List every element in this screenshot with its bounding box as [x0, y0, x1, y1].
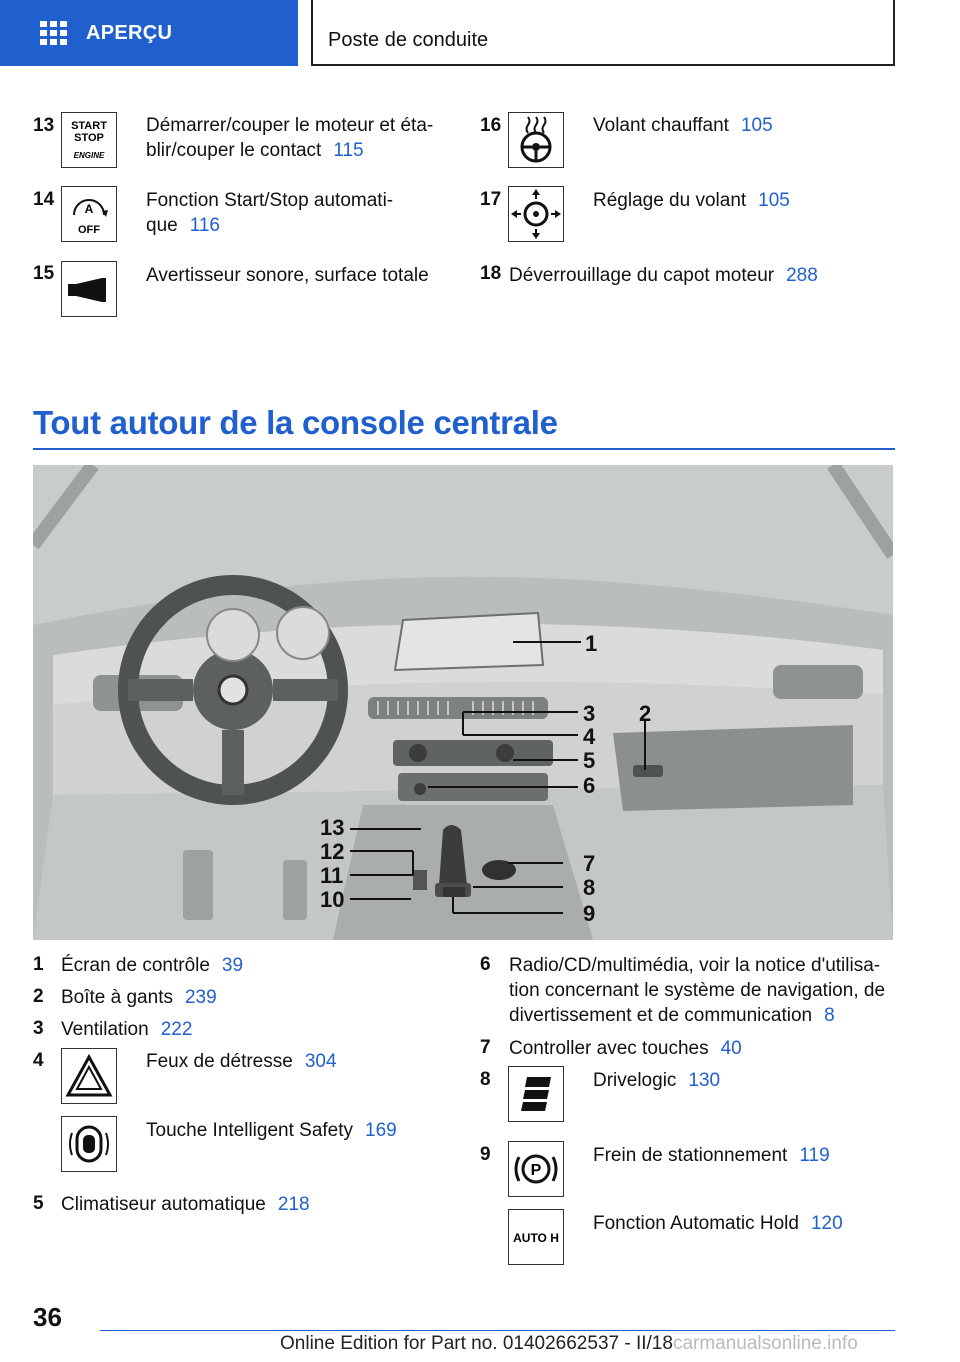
svg-text:A: A [84, 202, 94, 216]
item-text: Fonction Start/Stop automati- que 116 [146, 190, 394, 236]
svg-text:8: 8 [583, 875, 596, 900]
item-text: Avertisseur sonore, surface totale [146, 265, 429, 286]
svg-text:3: 3 [583, 701, 596, 726]
svg-text:11: 11 [320, 863, 344, 888]
svg-text:12: 12 [320, 839, 345, 864]
steering-wheel-adjust-icon [508, 186, 564, 242]
page-link[interactable]: 8 [824, 1005, 835, 1026]
legend-text: Fonction Automatic Hold 120 [593, 1213, 843, 1234]
legend-text: Boîte à gants 239 [61, 987, 217, 1008]
page-link[interactable]: 169 [365, 1120, 397, 1141]
svg-text:ENGINE: ENGINE [73, 151, 105, 160]
page-link[interactable]: 40 [720, 1038, 742, 1059]
legend-number: 9 [480, 1144, 491, 1165]
watermark: carmanualsonline.info [672, 1333, 858, 1354]
legend-text: Touche Intelligent Safety 169 [146, 1120, 397, 1141]
svg-text:9: 9 [583, 901, 596, 926]
svg-text:5: 5 [583, 748, 596, 773]
parking-brake-icon [508, 1141, 564, 1197]
heated-steering-wheel-icon [508, 112, 564, 168]
section-title: Tout autour de la console centrale [33, 404, 558, 441]
page-number: 36 [33, 1302, 62, 1332]
auto-start-stop-off-icon [61, 186, 117, 242]
item-number: 13 [33, 115, 55, 136]
item-number: 17 [480, 189, 502, 210]
legend-text: Feux de détresse 304 [146, 1051, 337, 1072]
page-link[interactable]: 130 [688, 1070, 721, 1091]
intelligent-safety-icon [61, 1116, 117, 1172]
page-link[interactable]: 218 [277, 1194, 310, 1215]
svg-text:1: 1 [585, 631, 598, 656]
item-text: Démarrer/couper le moteur et éta- blir/couper le contact 115 [146, 115, 434, 161]
page-link[interactable]: 304 [304, 1051, 337, 1072]
page-link[interactable]: 105 [758, 190, 790, 211]
svg-text:10: 10 [320, 887, 345, 912]
cockpit-illustration [33, 465, 893, 940]
svg-text:START: START [71, 120, 107, 132]
legend-number: 5 [33, 1193, 44, 1214]
svg-text:4: 4 [583, 724, 596, 749]
page-link[interactable]: 39 [221, 955, 244, 976]
legend-number: 8 [480, 1069, 491, 1090]
section-divider [33, 448, 895, 450]
svg-text:6: 6 [583, 773, 596, 798]
footer-text: Online Edition for Part no. 01402662537 - II/18carmanualsonline.info [280, 1333, 858, 1354]
legend-text: Climatiseur automatique 218 [61, 1194, 310, 1215]
legend-number: 3 [33, 1018, 44, 1039]
page-link[interactable]: 222 [160, 1019, 193, 1040]
chapter-title: Poste de conduite [311, 0, 895, 66]
svg-text:13: 13 [320, 815, 345, 840]
item-text: Déverrouillage du capot moteur 288 [509, 265, 818, 286]
auto-hold-icon [508, 1209, 564, 1265]
start-stop-engine-icon [61, 112, 117, 168]
svg-text:P: P [530, 1162, 542, 1179]
footer-divider [100, 1330, 895, 1331]
item-text: Réglage du volant 105 [593, 190, 790, 211]
svg-text:OFF: OFF [78, 224, 100, 236]
item-number: 15 [33, 263, 55, 284]
legend-number: 7 [480, 1037, 491, 1058]
horn-icon [61, 261, 117, 317]
legend-text: Frein de stationnement 119 [593, 1145, 830, 1166]
legend-text: Radio/CD/multimédia, voir la notice d'utilisa- tion concernant le système de navigation, de divertissement et de communication 8 [509, 955, 886, 1026]
hazard-warning-icon [61, 1048, 117, 1104]
page-link[interactable]: 120 [810, 1213, 843, 1234]
svg-text:7: 7 [583, 851, 596, 876]
legend-number: 1 [33, 954, 44, 975]
page-link[interactable]: 105 [740, 115, 773, 136]
overview-tab-label: APERÇU [86, 21, 173, 44]
legend-number: 2 [33, 986, 44, 1007]
legend-text: Controller avec touches 40 [509, 1038, 742, 1059]
item-number: 16 [480, 115, 502, 136]
item-number: 18 [480, 263, 502, 284]
legend-text: Drivelogic 130 [593, 1070, 721, 1091]
drivelogic-icon [508, 1066, 564, 1122]
legend-text: Ventilation 222 [61, 1019, 193, 1040]
page-link[interactable]: 116 [189, 215, 220, 236]
grid-menu-icon [40, 21, 68, 45]
page-link[interactable]: 239 [184, 987, 217, 1008]
legend-number: 6 [480, 954, 491, 975]
item-number: 14 [33, 189, 55, 210]
svg-text:2: 2 [639, 701, 652, 726]
page-link[interactable]: 288 [786, 265, 818, 286]
svg-text:STOP: STOP [74, 132, 104, 144]
page-link[interactable]: 115 [333, 140, 364, 161]
page-link[interactable]: 119 [799, 1145, 830, 1166]
svg-text:AUTO H: AUTO H [513, 1231, 559, 1245]
legend-number: 4 [33, 1050, 44, 1071]
overview-tab[interactable] [0, 0, 298, 66]
item-text: Volant chauffant 105 [593, 115, 773, 136]
legend-text: Écran de contrôle 39 [61, 955, 244, 976]
